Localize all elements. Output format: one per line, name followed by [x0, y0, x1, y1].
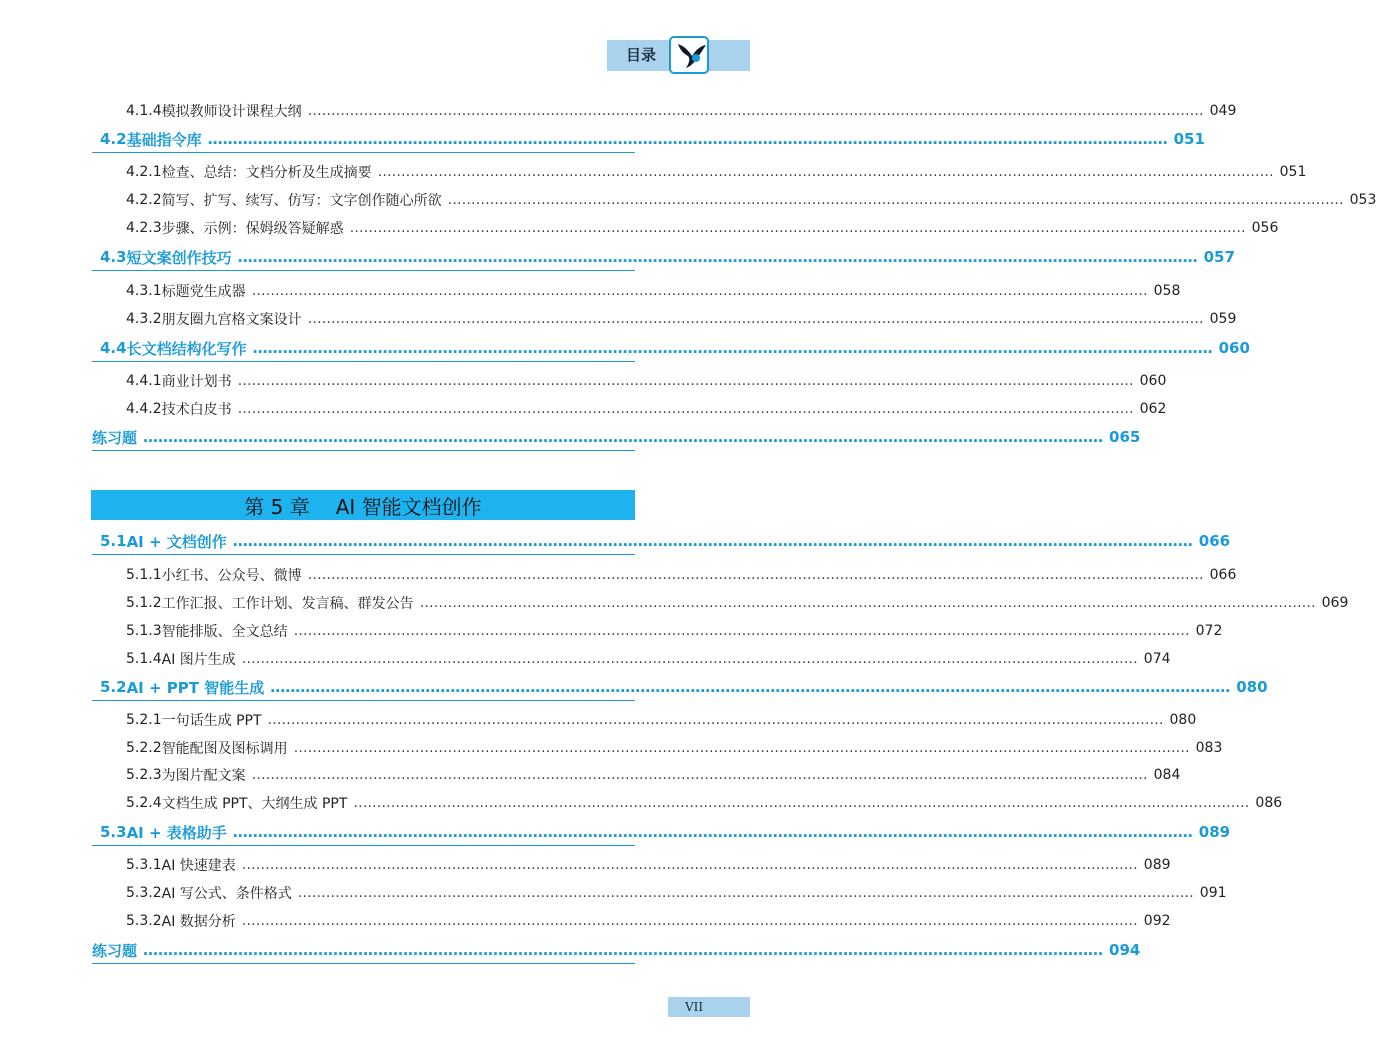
toc-entry[interactable]: 5.3.2 AI 数据分析 ………………………………………………………………………………………………………………………………………………………………………… 092	[126, 913, 1171, 930]
toc-entry[interactable]: 5.1.1 小红书、公众号、微博 ………………………………………………………………………………………………………………………………………………………………………… 066	[126, 567, 1237, 584]
chapter-number: 第 5 章	[244, 494, 310, 519]
toc-entry[interactable]: 4.1.4 模拟教师设计课程大纲 ………………………………………………………………………………………………………………………………………………………………………… 049	[126, 103, 1237, 120]
header-tab-label: 目录	[626, 46, 657, 64]
toc-entry[interactable]: 5.2.1 一句话生成 PPT ………………………………………………………………………………………………………………………………………………………………………… 080	[126, 712, 1197, 729]
toc-entry[interactable]: 4.2.3 步骤、示例：保姆级答疑解惑 ………………………………………………………………………………………………………………………………………………………………………… 056	[126, 220, 1279, 237]
toc-entry[interactable]: 5.1.2 工作汇报、工作计划、发言稿、群发公告 ………………………………………………………………………………………………………………………………………………………………………… 069	[126, 595, 1349, 612]
toc-entry[interactable]: 5.3.1 AI 快速建表 ………………………………………………………………………………………………………………………………………………………………………… 089	[126, 857, 1171, 874]
toc-entry[interactable]: 4.4.2 技术白皮书 ………………………………………………………………………………………………………………………………………………………………………… 062	[126, 401, 1167, 418]
toc-entry[interactable]: 5.1.4 AI 图片生成 ………………………………………………………………………………………………………………………………………………………………………… 074	[126, 651, 1171, 668]
page-number-tab	[668, 997, 750, 1017]
toc-section[interactable]: 4.4 长文档结构化写作 ………………………………………………………………………………………………………………………………………………………………………… 060	[92, 335, 635, 362]
toc-exercise[interactable]: 练习题 ………………………………………………………………………………………………………………………………………………………………………… 094	[92, 937, 635, 964]
toc-entry[interactable]: 4.2.1 检查、总结：文档分析及生成摘要 ………………………………………………………………………………………………………………………………………………………………………… 051	[126, 164, 1307, 181]
toc-entry[interactable]: 5.2.4 文档生成 PPT、大纲生成 PPT ………………………………………………………………………………………………………………………………………………………………………… 086	[126, 795, 1283, 812]
toc-section[interactable]: 4.2 基础指令库 ………………………………………………………………………………………………………………………………………………………………………… 051	[92, 126, 635, 153]
toc-entry[interactable]: 5.3.2 AI 写公式、条件格式 ………………………………………………………………………………………………………………………………………………………………………… 091	[126, 885, 1227, 902]
toc-exercise[interactable]: 练习题 ………………………………………………………………………………………………………………………………………………………………………… 065	[92, 424, 635, 451]
toc-entry[interactable]: 4.2.2 简写、扩写、续写、仿写：文字创作随心所欲 ………………………………………………………………………………………………………………………………………………………………………… 053	[126, 192, 1376, 209]
toc-section[interactable]: 5.1 AI + 文档创作 ………………………………………………………………………………………………………………………………………………………………………… 066	[92, 528, 635, 555]
toc-entry[interactable]: 5.2.2 智能配图及图标调用 ………………………………………………………………………………………………………………………………………………………………………… 083	[126, 740, 1223, 757]
chapter-banner	[91, 490, 635, 520]
toc-entry[interactable]: 4.4.1 商业计划书 ………………………………………………………………………………………………………………………………………………………………………… 060	[126, 373, 1167, 390]
toc-entry[interactable]: 5.1.3 智能排版、全文总结 ………………………………………………………………………………………………………………………………………………………………………… 072	[126, 623, 1223, 640]
toc-entry[interactable]: 4.3.1 标题党生成器 ………………………………………………………………………………………………………………………………………………………………………… 058	[126, 283, 1181, 300]
logo-icon	[666, 36, 712, 74]
toc-section[interactable]: 4.3 短文案创作技巧 ………………………………………………………………………………………………………………………………………………………………………… 057	[92, 244, 635, 271]
page-number: VII	[685, 1000, 704, 1014]
toc-entry[interactable]: 4.3.2 朋友圈九宫格文案设计 ………………………………………………………………………………………………………………………………………………………………………… 059	[126, 311, 1237, 328]
chapter-title: AI 智能文档创作	[335, 494, 482, 519]
toc-entry[interactable]: 5.2.3 为图片配文案 ………………………………………………………………………………………………………………………………………………………………………… 084	[126, 767, 1181, 784]
toc-section[interactable]: 5.3 AI + 表格助手 ………………………………………………………………………………………………………………………………………………………………………… 089	[92, 819, 635, 846]
toc-section[interactable]: 5.2 AI + PPT 智能生成 ………………………………………………………………………………………………………………………………………………………………………… 080	[92, 674, 635, 701]
